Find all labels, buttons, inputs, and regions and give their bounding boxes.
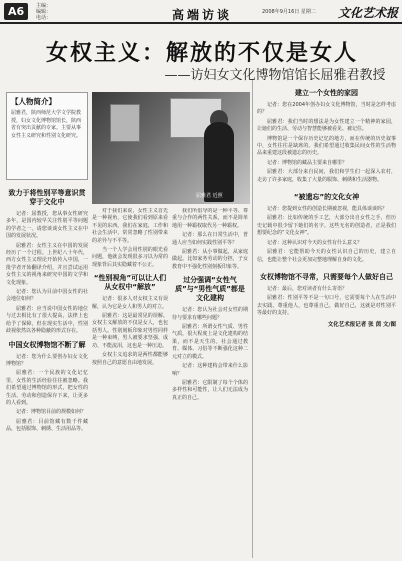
paragraph: 我们所倡导的是一种平等、尊重与合作的两性关系，而不是简单地用一种霸权取代另一种霸权。 <box>172 208 248 229</box>
subheading: “被遗忘”的文化女神 <box>293 193 360 202</box>
photo-frame-left <box>110 104 140 142</box>
paragraph: 屈雅君：从小事做起，从家庭做起。比如家务劳动的分担，子女教育中不强化性别刻板印象等。 <box>172 249 248 270</box>
article-title: 女权主义：解放的不仅是女人 <box>45 40 358 66</box>
paragraph: 屈雅君：它能帮助今天的女性认识自己的历史，建立自信，也能让整个社会更加完整地理解自身的文化。 <box>257 249 396 263</box>
profile-box <box>6 92 88 180</box>
paragraph: 记者：您在2004年创办妇女文化博物馆，当时是怎样考虑的？ <box>257 102 396 116</box>
subheading: 过分强调“女性气质”与“男性气质”都是文化建构 <box>175 276 245 303</box>
paragraph: 记者：这种建构会带来什么影响？ <box>172 363 248 377</box>
paragraph: 记者：那么在日常生活中，普通人应当如何实践性别平等？ <box>172 232 248 246</box>
profile-text: 屈雅君，陕西师范大学文学院教授，妇女文化博物馆馆长，陕西省有突出贡献的专家。主要从事女性主义研究和性别文化研究。 <box>11 110 82 139</box>
subheading: 女权博物馆不寻常，只需要每个人做好自己 <box>260 272 393 281</box>
paragraph: 女权主义追求的是两性都能够按照自己的意愿自由地发展。 <box>92 352 168 366</box>
paragraph: 屈雅君：大部分来自民间，我们和学生们一起深入农村，走访了许多家庭，收集了大量的服饰、刺绣和生活器物。 <box>257 169 396 183</box>
subheading: 致力于将性别平等意识贯穿于文化中 <box>8 189 86 206</box>
photo-caption: 屈雅君 近照 <box>196 193 223 199</box>
paragraph: 博物馆是一个保存历史记忆的地方，而在传统的历史叙事中，女性往往是缺席的。我们希望通过收集民间女性的生活物品来重建这段被遗忘的历史。 <box>257 135 396 157</box>
issue-date: 2008年9月16日 星期二 <box>262 9 316 15</box>
paragraph: 记者：博物馆的藏品主要来自哪里？ <box>267 159 348 166</box>
paragraph: 记者：您为什么要创办妇女文化博物馆？ <box>6 353 88 367</box>
subheading: 中国女权博物馆不断了解 <box>8 340 86 349</box>
paragraph: 屈雅君：所谓女性气质、男性气质，很大程度上是文化建构的结果，而不是天生的。社会通过教育、媒体、习俗等不断强化这种二元对立的模式。 <box>172 324 248 360</box>
paragraph: 对于我们来说，女性主义首先是一种视角，它使我们看到原来看不见的东西。我们在家庭、工作和社会生活中，常常忽略了性别带来的差异与不平等。 <box>92 208 168 244</box>
paragraph: 屈雅君：女性主义在中国的发展经历了一个过程。上世纪八十年代，西方女性主义理论开始传入中国，一批学者开始翻译介绍，并且尝试运用女性主义的视角来研究中国的文学和文化现象。 <box>6 242 88 286</box>
paragraph: 屈雅君：目前馆藏有数千件藏品，包括服饰、刺绣、生活用品等。 <box>6 418 88 433</box>
paragraph: 记者：博物馆目前的规模如何？ <box>16 409 87 416</box>
paragraph: 屈雅君：它限制了每个个体的多样性和可能性，让人们无法成为真正的自己。 <box>172 379 248 401</box>
paragraph: 屈雅君：这是最常见的误解。女权主义解放的不仅是女人，也包括男人。性别刻板印象对男性同样是一种束缚，男人被要求坚强、成功、不能流泪，这也是一种压迫。 <box>92 313 168 349</box>
article-column-2 <box>92 208 168 554</box>
article-column-4 <box>252 80 396 558</box>
paragraph: 屈雅君：性别平等不是一句口号，它需要每个人在生活中去实践。尊重他人，也尊重自己，做好自己，这就是对性别平等最好的支持。 <box>257 295 396 317</box>
paragraph: 屈雅君：应当说中国女性的地位与过去相比有了很大提高，法律上也给予了保障，但在现实生活中，性别歧视依然以各种隐蔽的形式存在。 <box>6 305 88 335</box>
photo-person-body <box>204 122 234 202</box>
paragraph: 记者：最后，您对读者有什么寄语？ <box>267 285 348 292</box>
paragraph: 记者：这种认识对今天的女性有什么意义？ <box>267 239 363 246</box>
paragraph: 屈雅君：我们当时的想法是为女性建立一个精神的家园，让她们的生活、劳动与智慧能够被看见、被记住。 <box>257 118 396 133</box>
section-title: 高端访谈 <box>172 8 233 22</box>
newspaper-logo: 文化艺术报 <box>338 6 399 20</box>
meta-line: 编辑： <box>36 9 52 15</box>
paragraph: 记者：您提到女性的创造长期被忽视，能具体谈谈吗？ <box>267 206 388 213</box>
paragraph: 当一个人学会用性别的眼光看问题，他就会发现很多习以为常的现象背后其实隐藏着不公正。 <box>92 247 168 268</box>
paragraph: 记者：屈教授，您从事女性研究多年，是国内较早关注性别平等问题的学者之一。请您谈谈女性主义在中国的发展状况。 <box>6 211 88 240</box>
article-column-3 <box>172 208 248 554</box>
page-number: A6 <box>4 3 28 20</box>
paragraph: 屈雅君：一个民族的文化记忆里，女性的生活经验往往被忽略。我们希望通过博物馆的形式，把女性的生活、劳动和创造保存下来，让更多的人看到。 <box>6 370 88 406</box>
interview-photo <box>92 92 250 204</box>
byline: 文化艺术报记者 张 茵 文/图 <box>327 321 396 328</box>
subheading: 建立一个女性的家园 <box>295 89 358 97</box>
paragraph: 记者：很多人对女权主义有误解，认为它是女人和男人的对立。 <box>92 296 168 310</box>
header-meta <box>36 3 51 21</box>
paragraph: 记者：您认为社会对女性的期待与要求有哪些问题？ <box>172 307 248 321</box>
article-column-1 <box>6 184 88 554</box>
meta-line: 电话： <box>36 15 52 21</box>
meta-line: 主编： <box>36 3 52 9</box>
paragraph: 屈雅君：比如传统的手工艺，大部分出自女性之手，但历史记载中很少留下她们的名字。这些无名的创造者，正是我们想要纪念的“文化女神”。 <box>257 215 396 237</box>
paragraph: 记者：您认为目前中国女性的社会地位如何？ <box>6 289 88 303</box>
article-subtitle: ——访妇女文化博物馆馆长屈雅君教授 <box>164 68 386 83</box>
page-header <box>0 0 402 24</box>
profile-heading: 【人物简介】 <box>11 97 56 106</box>
subheading: “性别视角”可以让人们从女权中“解放” <box>93 274 167 292</box>
